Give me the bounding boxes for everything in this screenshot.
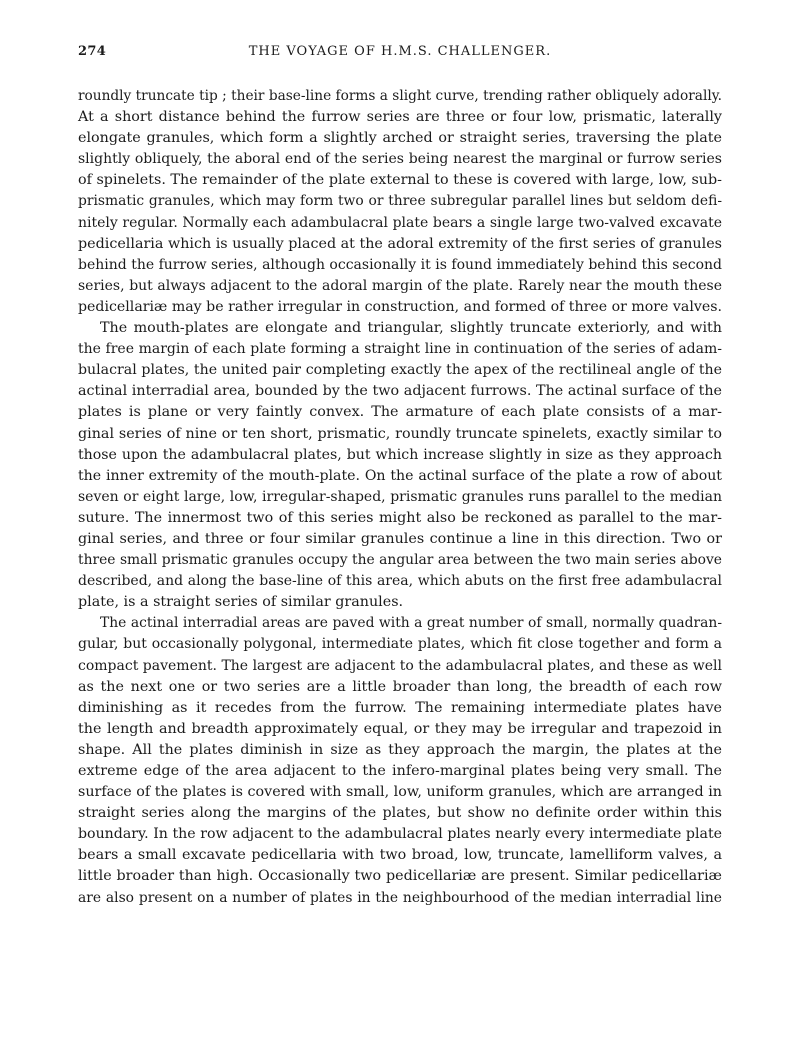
text-line: are also present on a number of plates in the neighbourhood of the median interradial line: [78, 889, 722, 906]
text-line: gular, but occasionally polygonal, intermediate plates, which fit close together and form a: [78, 636, 722, 653]
text-line: the length and breadth approximately equal, or they may be irregular and trapezoid in: [78, 720, 722, 737]
text-line: surface of the plates is covered with small, low, uniform granules, which are arranged in: [78, 784, 722, 801]
text-line: prismatic granules, which may form two or three subregular parallel lines but seldom defi-: [78, 193, 722, 210]
text-line: ginal series, and three or four similar granules continue a line in this direction. Two or: [78, 530, 722, 547]
text-line: pedicellaria which is usually placed at the adoral extremity of the first series of granules: [78, 235, 722, 252]
text-line: as the next one or two series are a little broader than long, the breadth of each row: [78, 678, 722, 695]
text-line: actinal interradial area, bounded by the two adjacent furrows. The actinal surface of the: [78, 383, 722, 400]
text-line: The actinal interradial areas are paved with a great number of small, normally quadran-: [100, 615, 722, 632]
text-line: suture. The innermost two of this series might also be reckoned as parallel to the mar-: [78, 509, 722, 526]
text-line: The mouth-plates are elongate and triangular, slightly truncate exteriorly, and with: [100, 320, 722, 337]
text-line: ginal series of nine or ten short, prismatic, roundly truncate spinelets, exactly similar to: [78, 425, 722, 442]
text-line: compact pavement. The largest are adjacent to the adambulacral plates, and these as well: [78, 657, 722, 674]
text-line: extreme edge of the area adjacent to the infero-marginal plates being very small. The: [78, 763, 722, 779]
text-line: three small prismatic granules occupy the angular area between the two main series above: [78, 552, 722, 569]
text-line: those upon the adambulacral plates, but which increase slightly in size as they approach: [78, 446, 722, 463]
paragraph: [78, 318, 722, 613]
page-header: [78, 44, 722, 66]
text-line: bears a small excavate pedicellaria with two broad, low, truncate, lamelliform valves, a: [78, 847, 722, 864]
text-line: roundly truncate tip ; their base-line forms a slight curve, trending rather obliquely adorally.: [78, 88, 722, 104]
text-line: series, but always adjacent to the adoral margin of the plate. Rarely near the mouth these: [78, 277, 722, 294]
text-line: of spinelets. The remainder of the plate external to these is covered with large, low, sub-: [78, 172, 722, 189]
text-line: the inner extremity of the mouth-plate. On the actinal surface of the plate a row of about: [78, 467, 722, 484]
text-line: behind the furrow series, although occasionally it is found immediately behind this second: [78, 256, 722, 273]
paragraph: [78, 613, 722, 908]
text-line: slightly obliquely, the aboral end of the series being nearest the marginal or furrow series: [78, 151, 722, 168]
text-line: seven or eight large, low, irregular-shaped, prismatic granules runs parallel to the median: [78, 488, 722, 505]
text-line: diminishing as it recedes from the furrow. The remaining intermediate plates have: [78, 699, 722, 716]
running-title: THE VOYAGE OF H.M.S. CHALLENGER.: [248, 44, 552, 59]
text-line: At a short distance behind the furrow series are three or four low, prismatic, laterally: [78, 109, 722, 126]
text-line: described, and along the base-line of this area, which abuts on the first free adambulacral: [78, 573, 722, 590]
paragraph: [78, 86, 722, 318]
text-line: pedicellariæ may be rather irregular in construction, and formed of three or more valves.: [78, 298, 722, 315]
text-line: boundary. In the row adjacent to the adambulacral plates nearly every intermediate plate: [78, 826, 722, 843]
text-line: straight series along the margins of the plates, but show no definite order within this: [78, 805, 722, 822]
text-line: plates is plane or very faintly convex. The armature of each plate consists of a mar-: [78, 404, 722, 421]
text-line: bulacral plates, the united pair completing exactly the apex of the rectilineal angle of the: [78, 362, 722, 379]
text-line: elongate granules, which form a slightly arched or straight series, traversing the plate: [78, 130, 722, 147]
text-line: nitely regular. Normally each adambulacral plate bears a single large two-valved excavate: [78, 214, 722, 231]
page-number: 274: [78, 44, 107, 59]
text-line: plate, is a straight series of similar granules.: [78, 594, 404, 611]
text-line: shape. All the plates diminish in size as they approach the margin, the plates at the: [78, 741, 722, 758]
text-line: the free margin of each plate forming a straight line in continuation of the series of adam-: [78, 341, 722, 358]
body-text: [78, 86, 722, 909]
text-line: little broader than high. Occasionally two pedicellariæ are present. Similar pedicellariæ: [78, 868, 722, 885]
